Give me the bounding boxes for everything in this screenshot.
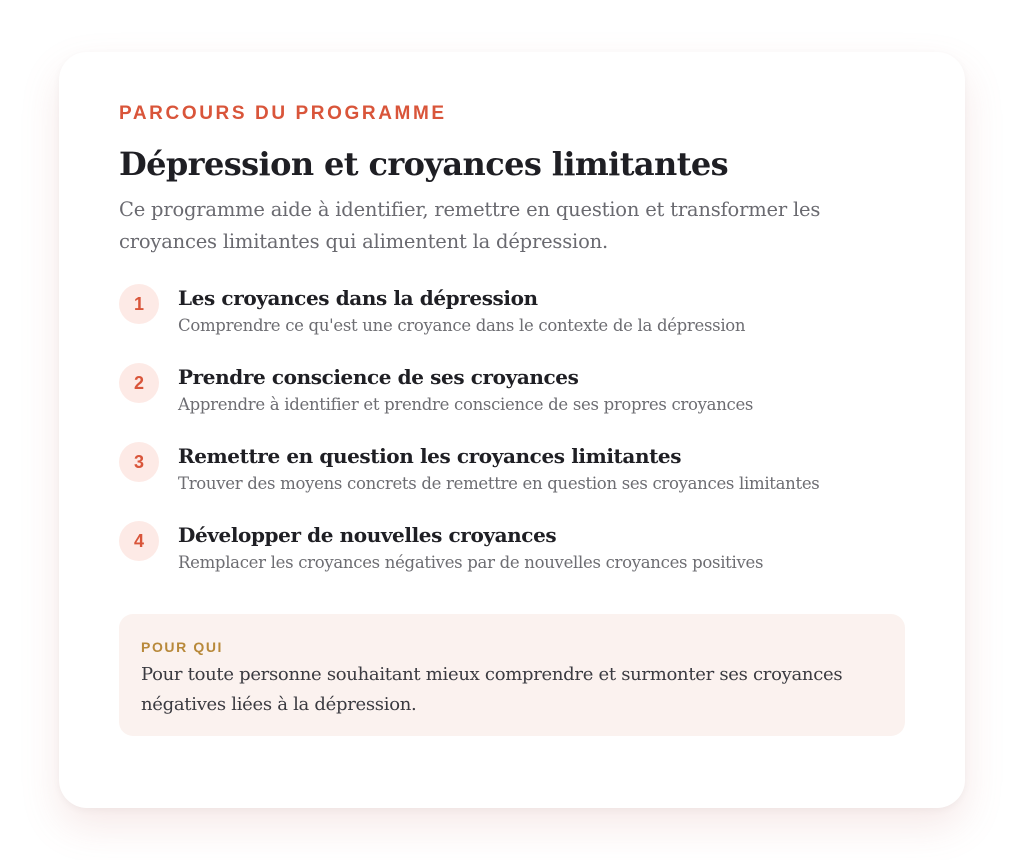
audience-panel bbox=[119, 614, 905, 736]
program-title: Dépression et croyances limitantes bbox=[119, 145, 729, 183]
audience-text: Pour toute personne souhaitant mieux comprendre et surmonter ses croyances négatives liées à la dépression. bbox=[141, 664, 843, 715]
step-body bbox=[178, 363, 753, 417]
step-description: Remplacer les croyances négatives par de nouvelles croyances positives bbox=[178, 553, 764, 572]
step-item bbox=[119, 442, 905, 521]
step-item bbox=[119, 363, 905, 442]
step-body bbox=[178, 284, 745, 338]
step-title: Remettre en question les croyances limitantes bbox=[178, 444, 682, 468]
step-title: Les croyances dans la dépression bbox=[178, 286, 538, 310]
step-title: Développer de nouvelles croyances bbox=[178, 523, 557, 547]
step-description: Comprendre ce qu'est une croyance dans le contexte de la dépression bbox=[178, 316, 746, 335]
step-body bbox=[178, 521, 763, 575]
step-item bbox=[119, 521, 905, 600]
audience-label: POUR QUI bbox=[141, 639, 224, 655]
step-number-badge: 1 bbox=[119, 284, 159, 324]
step-number-badge: 3 bbox=[119, 442, 159, 482]
step-body bbox=[178, 442, 819, 496]
step-title: Prendre conscience de ses croyances bbox=[178, 365, 579, 389]
program-intro: Ce programme aide à identifier, remettre en question et transformer les croyances limitantes qui alimentent la dépression. bbox=[119, 198, 821, 253]
step-number-badge: 2 bbox=[119, 363, 159, 403]
step-description: Trouver des moyens concrets de remettre en question ses croyances limitantes bbox=[178, 474, 820, 493]
step-number-badge: 4 bbox=[119, 521, 159, 561]
step-item bbox=[119, 284, 905, 363]
program-eyebrow: PARCOURS DU PROGRAMME bbox=[119, 103, 447, 124]
program-card bbox=[59, 52, 965, 808]
steps-list bbox=[119, 284, 905, 600]
step-description: Apprendre à identifier et prendre conscience de ses propres croyances bbox=[178, 395, 754, 414]
